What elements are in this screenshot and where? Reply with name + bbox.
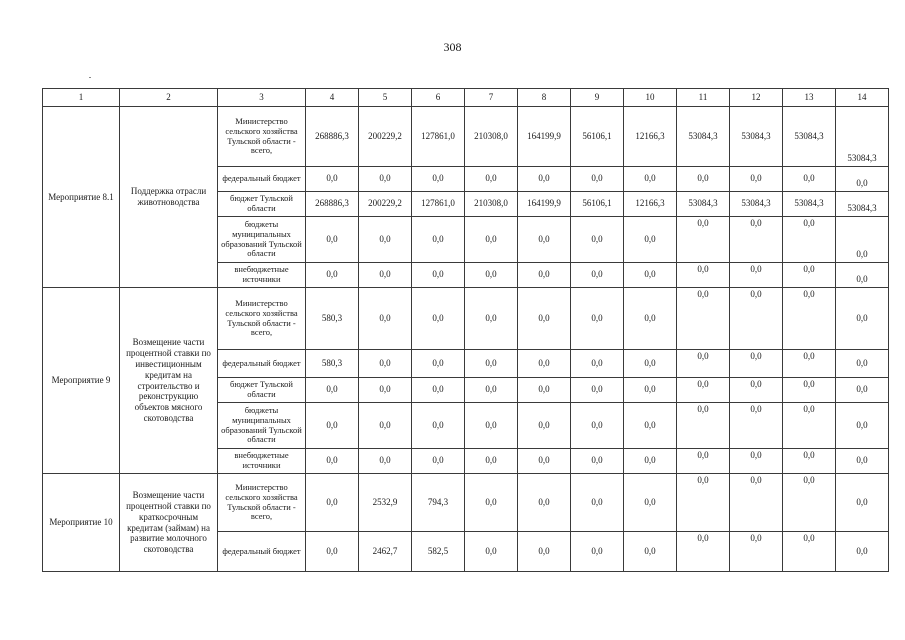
value-cell: 164199,9 <box>518 107 571 167</box>
measure-description: Поддержка отрасли животноводства <box>120 107 218 288</box>
funding-source: Министерство сельского хозяйства Тульской области - всего, <box>218 288 306 350</box>
value-cell: 12166,3 <box>624 192 677 217</box>
value-cell: 0,0 <box>836 378 889 403</box>
value-cell: 580,3 <box>306 350 359 378</box>
column-header: 4 <box>306 89 359 107</box>
funding-source: бюджеты муниципальных образований Тульской области <box>218 403 306 449</box>
value-cell: 12166,3 <box>624 107 677 167</box>
value-cell: 0,0 <box>624 167 677 192</box>
value-cell: 0,0 <box>571 378 624 403</box>
measure-name: Мероприятие 10 <box>43 474 120 572</box>
value-cell: 0,0 <box>412 263 465 288</box>
value-cell: 0,0 <box>518 217 571 263</box>
value-cell: 53084,3 <box>783 107 836 167</box>
value-cell: 0,0 <box>730 449 783 474</box>
value-cell: 0,0 <box>783 474 836 532</box>
column-header: 8 <box>518 89 571 107</box>
funding-source: Министерство сельского хозяйства Тульской области - всего, <box>218 107 306 167</box>
value-cell: 0,0 <box>571 263 624 288</box>
column-header: 7 <box>465 89 518 107</box>
value-cell: 56106,1 <box>571 192 624 217</box>
value-cell: 0,0 <box>783 449 836 474</box>
column-header: 5 <box>359 89 412 107</box>
value-cell: 0,0 <box>836 449 889 474</box>
value-cell: 0,0 <box>465 403 518 449</box>
value-cell: 0,0 <box>518 403 571 449</box>
value-cell: 0,0 <box>624 378 677 403</box>
value-cell: 0,0 <box>730 350 783 378</box>
value-cell: 268886,3 <box>306 107 359 167</box>
column-header: 14 <box>836 89 889 107</box>
funding-source: внебюджетные источники <box>218 449 306 474</box>
value-cell: 0,0 <box>624 403 677 449</box>
value-cell: 0,0 <box>306 217 359 263</box>
value-cell: 0,0 <box>306 403 359 449</box>
value-cell: 53084,3 <box>677 192 730 217</box>
measure-name: Мероприятие 9 <box>43 288 120 474</box>
value-cell: 0,0 <box>359 167 412 192</box>
scan-speck <box>89 77 91 78</box>
value-cell: 0,0 <box>412 449 465 474</box>
value-cell: 53084,3 <box>836 192 889 217</box>
value-cell: 0,0 <box>836 167 889 192</box>
value-cell: 127861,0 <box>412 192 465 217</box>
value-cell: 0,0 <box>677 263 730 288</box>
funding-source: федеральный бюджет <box>218 350 306 378</box>
value-cell: 0,0 <box>571 403 624 449</box>
funding-source: бюджеты муниципальных образований Тульской области <box>218 217 306 263</box>
value-cell: 0,0 <box>783 288 836 350</box>
value-cell: 2462,7 <box>359 532 412 572</box>
value-cell: 0,0 <box>783 532 836 572</box>
value-cell: 0,0 <box>783 217 836 263</box>
value-cell: 0,0 <box>306 263 359 288</box>
value-cell: 0,0 <box>571 288 624 350</box>
value-cell: 0,0 <box>465 167 518 192</box>
value-cell: 0,0 <box>730 474 783 532</box>
value-cell: 53084,3 <box>783 192 836 217</box>
value-cell: 0,0 <box>836 532 889 572</box>
value-cell: 0,0 <box>306 167 359 192</box>
value-cell: 0,0 <box>518 288 571 350</box>
column-header: 2 <box>120 89 218 107</box>
funding-source: бюджет Тульской области <box>218 192 306 217</box>
value-cell: 0,0 <box>624 217 677 263</box>
value-cell: 0,0 <box>677 449 730 474</box>
value-cell: 0,0 <box>465 288 518 350</box>
value-cell: 0,0 <box>306 378 359 403</box>
value-cell: 0,0 <box>412 217 465 263</box>
value-cell: 0,0 <box>465 217 518 263</box>
value-cell: 0,0 <box>677 532 730 572</box>
value-cell: 794,3 <box>412 474 465 532</box>
value-cell: 53084,3 <box>836 107 889 167</box>
column-header: 10 <box>624 89 677 107</box>
funding-source: Министерство сельского хозяйства Тульской области - всего, <box>218 474 306 532</box>
measure-description: Возмещение части процентной ставки по инвестиционным кредитам на строительство и реконструкцию объектов мясного скотоводства <box>120 288 218 474</box>
value-cell: 0,0 <box>571 449 624 474</box>
value-cell: 0,0 <box>518 449 571 474</box>
value-cell: 0,0 <box>783 378 836 403</box>
value-cell: 210308,0 <box>465 107 518 167</box>
value-cell: 0,0 <box>677 350 730 378</box>
value-cell: 0,0 <box>836 403 889 449</box>
value-cell: 0,0 <box>677 167 730 192</box>
value-cell: 0,0 <box>677 288 730 350</box>
value-cell: 53084,3 <box>730 107 783 167</box>
column-header: 11 <box>677 89 730 107</box>
column-header: 1 <box>43 89 120 107</box>
value-cell: 0,0 <box>306 474 359 532</box>
value-cell: 164199,9 <box>518 192 571 217</box>
value-cell: 0,0 <box>518 167 571 192</box>
budget-table <box>42 88 889 572</box>
value-cell: 0,0 <box>359 403 412 449</box>
value-cell: 0,0 <box>359 217 412 263</box>
value-cell: 0,0 <box>836 217 889 263</box>
funding-source: внебюджетные источники <box>218 263 306 288</box>
value-cell: 0,0 <box>465 532 518 572</box>
value-cell: 0,0 <box>359 263 412 288</box>
value-cell: 0,0 <box>412 167 465 192</box>
value-cell: 0,0 <box>730 403 783 449</box>
value-cell: 0,0 <box>412 288 465 350</box>
value-cell: 0,0 <box>412 403 465 449</box>
column-header: 3 <box>218 89 306 107</box>
value-cell: 0,0 <box>730 532 783 572</box>
value-cell: 0,0 <box>624 288 677 350</box>
value-cell: 0,0 <box>465 449 518 474</box>
value-cell: 0,0 <box>677 403 730 449</box>
value-cell: 0,0 <box>465 378 518 403</box>
value-cell: 0,0 <box>412 350 465 378</box>
value-cell: 0,0 <box>306 532 359 572</box>
value-cell: 0,0 <box>518 532 571 572</box>
value-cell: 0,0 <box>571 350 624 378</box>
value-cell: 0,0 <box>465 263 518 288</box>
value-cell: 0,0 <box>836 288 889 350</box>
value-cell: 268886,3 <box>306 192 359 217</box>
value-cell: 0,0 <box>465 474 518 532</box>
value-cell: 0,0 <box>783 403 836 449</box>
column-header: 13 <box>783 89 836 107</box>
value-cell: 0,0 <box>836 350 889 378</box>
value-cell: 0,0 <box>624 263 677 288</box>
value-cell: 0,0 <box>571 474 624 532</box>
value-cell: 0,0 <box>677 474 730 532</box>
value-cell: 0,0 <box>783 167 836 192</box>
funding-source: федеральный бюджет <box>218 167 306 192</box>
value-cell: 0,0 <box>465 350 518 378</box>
value-cell: 582,5 <box>412 532 465 572</box>
column-header: 12 <box>730 89 783 107</box>
value-cell: 0,0 <box>730 217 783 263</box>
value-cell: 0,0 <box>624 449 677 474</box>
value-cell: 53084,3 <box>677 107 730 167</box>
value-cell: 0,0 <box>783 350 836 378</box>
value-cell: 0,0 <box>730 378 783 403</box>
value-cell: 0,0 <box>783 263 836 288</box>
value-cell: 0,0 <box>836 263 889 288</box>
value-cell: 127861,0 <box>412 107 465 167</box>
header-row <box>43 89 889 107</box>
measure-name: Мероприятие 8.1 <box>43 107 120 288</box>
value-cell: 2532,9 <box>359 474 412 532</box>
value-cell: 0,0 <box>677 378 730 403</box>
value-cell: 0,0 <box>359 378 412 403</box>
value-cell: 0,0 <box>518 378 571 403</box>
value-cell: 200229,2 <box>359 192 412 217</box>
value-cell: 0,0 <box>571 167 624 192</box>
value-cell: 0,0 <box>836 474 889 532</box>
value-cell: 0,0 <box>730 263 783 288</box>
value-cell: 0,0 <box>730 167 783 192</box>
value-cell: 0,0 <box>571 217 624 263</box>
value-cell: 0,0 <box>571 532 624 572</box>
table-row <box>43 288 889 350</box>
value-cell: 200229,2 <box>359 107 412 167</box>
value-cell: 56106,1 <box>571 107 624 167</box>
value-cell: 0,0 <box>412 378 465 403</box>
funding-source: бюджет Тульской области <box>218 378 306 403</box>
value-cell: 210308,0 <box>465 192 518 217</box>
table-row <box>43 107 889 167</box>
budget-table-body <box>43 107 889 572</box>
column-header: 6 <box>412 89 465 107</box>
value-cell: 0,0 <box>359 288 412 350</box>
value-cell: 0,0 <box>730 288 783 350</box>
value-cell: 0,0 <box>624 350 677 378</box>
value-cell: 0,0 <box>518 263 571 288</box>
value-cell: 580,3 <box>306 288 359 350</box>
value-cell: 0,0 <box>359 449 412 474</box>
measure-description: Возмещение части процентной ставки по краткосрочным кредитам (займам) на развитие молочного скотоводства <box>120 474 218 572</box>
value-cell: 0,0 <box>624 532 677 572</box>
value-cell: 0,0 <box>518 474 571 532</box>
value-cell: 0,0 <box>677 217 730 263</box>
table-row <box>43 474 889 532</box>
value-cell: 0,0 <box>518 350 571 378</box>
value-cell: 53084,3 <box>730 192 783 217</box>
value-cell: 0,0 <box>359 350 412 378</box>
page-number: 308 <box>443 40 462 54</box>
value-cell: 0,0 <box>624 474 677 532</box>
column-header: 9 <box>571 89 624 107</box>
value-cell: 0,0 <box>306 449 359 474</box>
funding-source: федеральный бюджет <box>218 532 306 572</box>
